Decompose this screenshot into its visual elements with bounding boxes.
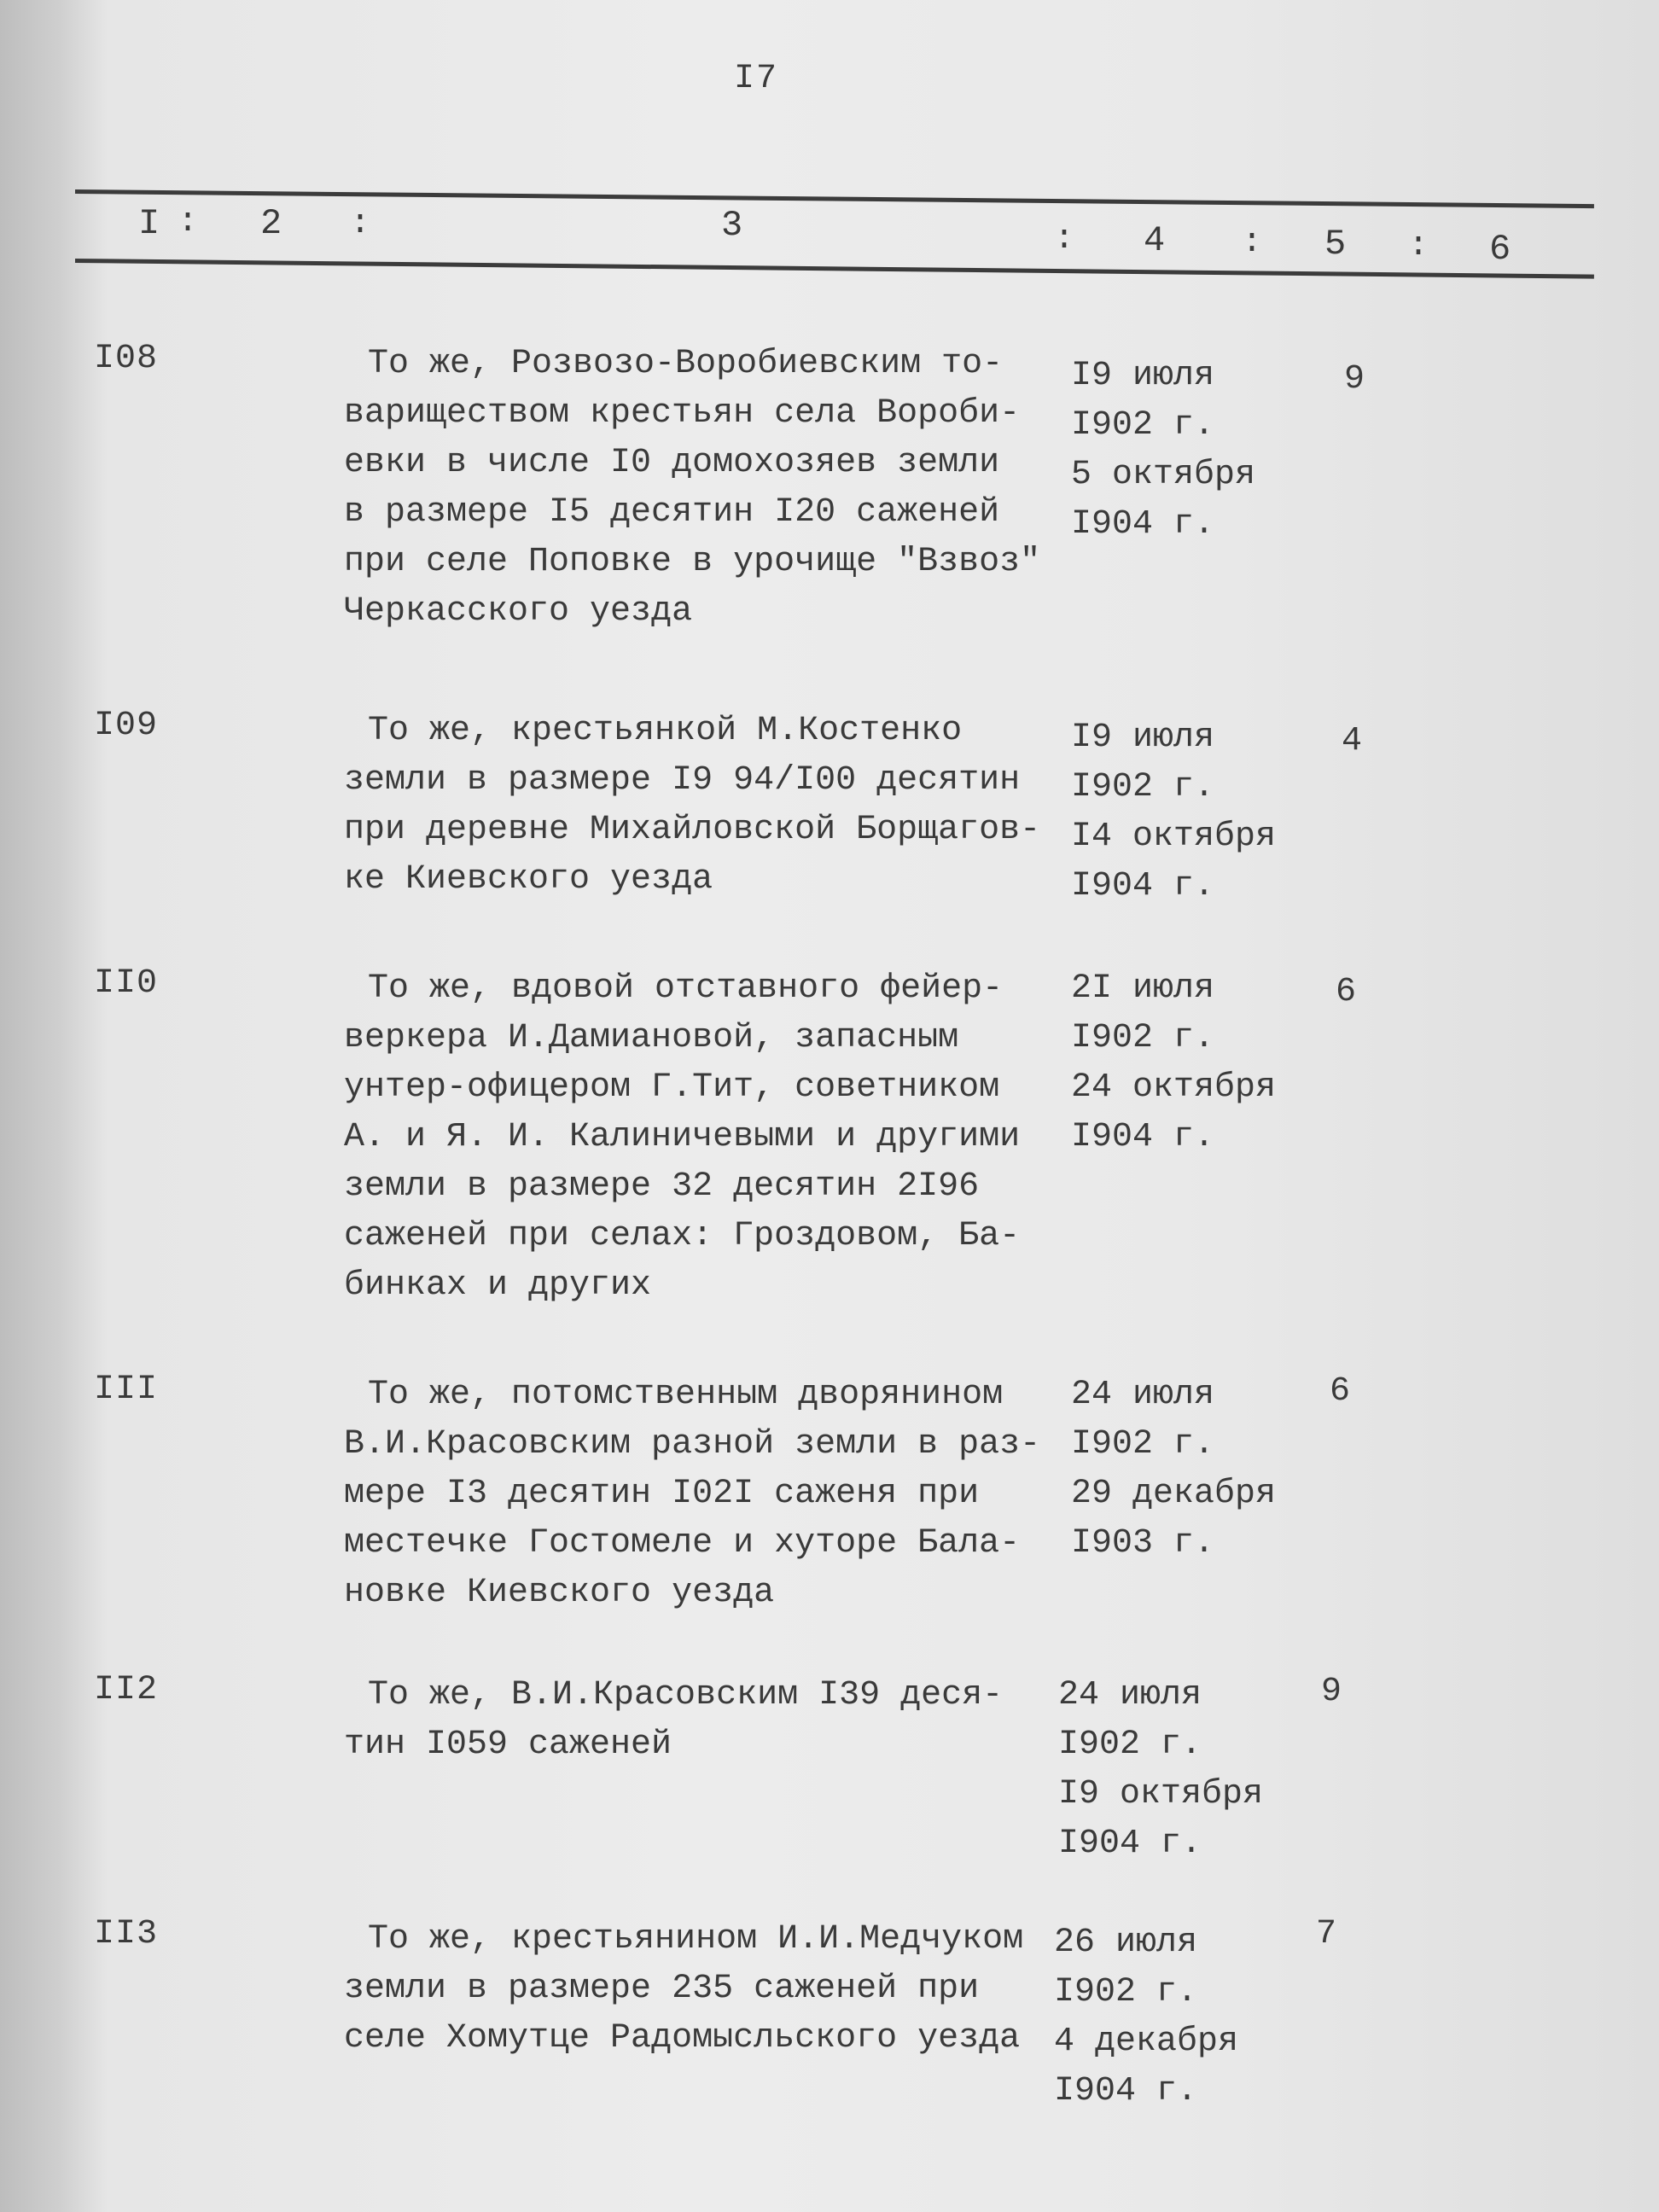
row-number: II0 [94,964,159,1003]
date-line: 5 октября [1071,456,1256,494]
col-header-3: 3 [721,205,743,246]
date-line: I9 июля [1071,719,1215,757]
description-line: земли в размере 235 саженей при [344,1970,980,2008]
description-line: бинках и других [344,1266,652,1305]
col-separator: : [1054,220,1075,259]
col-header-5: 5 [1324,224,1347,265]
description-line: саженей при селах: Гроздовом, Ба- [344,1217,1021,1255]
description-line: Черкасского уезда [344,592,693,631]
col-separator: : [350,205,371,243]
row-number: III [94,1371,159,1409]
date-line: I4 октября [1071,818,1277,856]
description-line: местечке Гостомеле и хуторе Бала- [344,1524,1021,1563]
col-header-1: I [138,203,160,244]
description-line: То же, крестьянкой М.Костенко [368,712,963,750]
row-dates [1071,964,1293,1162]
row-count: 9 [1344,360,1365,399]
row-number: II2 [94,1671,159,1709]
row-dates [1058,1671,1280,1869]
date-line: 4 декабря [1054,2023,1239,2061]
description-line: вариществом крестьян села Вороби- [344,394,1021,433]
date-line: I904 г. [1071,1118,1215,1156]
description-line: А. и Я. И. Калиничевыми и другими [344,1118,1021,1156]
col-separator: : [178,203,199,242]
description-line: тин I059 саженей [344,1726,672,1764]
date-line: I902 г. [1058,1726,1202,1764]
row-count: 9 [1321,1673,1342,1711]
description-line: То же, Розвозо-Воробиевским то- [368,345,1004,383]
date-line: I9 июля [1071,357,1215,395]
description-line: земли в размере I9 94/I00 десятин [344,761,1021,800]
row-count: 4 [1342,722,1363,760]
row-count: 6 [1336,973,1357,1011]
row-count: 6 [1330,1372,1351,1411]
description-line: при деревне Михайловской Борщагов- [344,811,1041,849]
description-line: земли в размере 32 десятин 2I96 [344,1167,980,1206]
date-line: I902 г. [1054,1973,1198,2011]
date-line: I903 г. [1071,1524,1215,1563]
date-line: I9 октября [1058,1775,1264,1813]
date-line: I904 г. [1071,867,1215,905]
description-line: унтер-офицером Г.Тит, советником [344,1068,1000,1107]
row-description [344,1915,1078,2064]
row-description [344,1671,1078,1770]
description-line: То же, потомственным дворянином [368,1376,1004,1414]
row-number: I08 [94,340,159,378]
date-line: I904 г. [1054,2072,1198,2110]
row-dates [1071,352,1293,550]
col-header-4: 4 [1144,220,1166,261]
date-line: I902 г. [1071,768,1215,806]
description-line: новке Киевского уезда [344,1574,775,1612]
description-line: мере I3 десятин I02I саженя при [344,1475,980,1513]
page-edge-shadow [0,0,60,2212]
row-description [344,707,1078,905]
date-line: I904 г. [1058,1825,1202,1863]
description-line: То же, В.И.Красовским I39 деся- [368,1676,1004,1714]
date-line: 24 октября [1071,1068,1277,1107]
col-header-2: 2 [260,203,282,244]
row-number: II3 [94,1915,159,1953]
date-line: I902 г. [1071,1425,1215,1464]
date-line: I902 г. [1071,1019,1215,1057]
date-line: I904 г. [1071,505,1215,544]
row-description [344,1371,1078,1618]
description-line: ке Киевского уезда [344,860,713,899]
row-count: 7 [1316,1915,1337,1953]
col-separator: : [1242,224,1263,262]
col-header-6: 6 [1489,229,1511,270]
description-line: селе Хомутце Радомысльского уезда [344,2019,1021,2058]
description-line: евки в числе I0 домохозяев земли [344,444,1000,482]
description-line: То же, вдовой отставного фейер- [368,969,1004,1008]
row-description [344,340,1078,637]
description-line: при селе Поповке в урочище "Взвоз" [344,543,1041,581]
date-line: 24 июля [1071,1376,1215,1414]
description-line: В.И.Красовским разной земли в раз- [344,1425,1041,1464]
row-dates [1071,1371,1293,1569]
date-line: 2I июля [1071,969,1215,1008]
row-dates [1071,713,1293,911]
row-dates [1054,1918,1276,2116]
date-line: 24 июля [1058,1676,1202,1714]
row-number: I09 [94,707,159,745]
description-line: То же, крестьянином И.И.Медчуком [368,1920,1024,1959]
date-line: 29 декабря [1071,1475,1277,1513]
page-number: I7 [734,60,779,98]
date-line: I902 г. [1071,406,1215,445]
description-line: веркера И.Дамиановой, запасным [344,1019,959,1057]
row-description [344,964,1078,1311]
description-line: в размере I5 десятин I20 саженей [344,493,1000,532]
col-separator: : [1408,227,1429,265]
date-line: 26 июля [1054,1924,1198,1962]
